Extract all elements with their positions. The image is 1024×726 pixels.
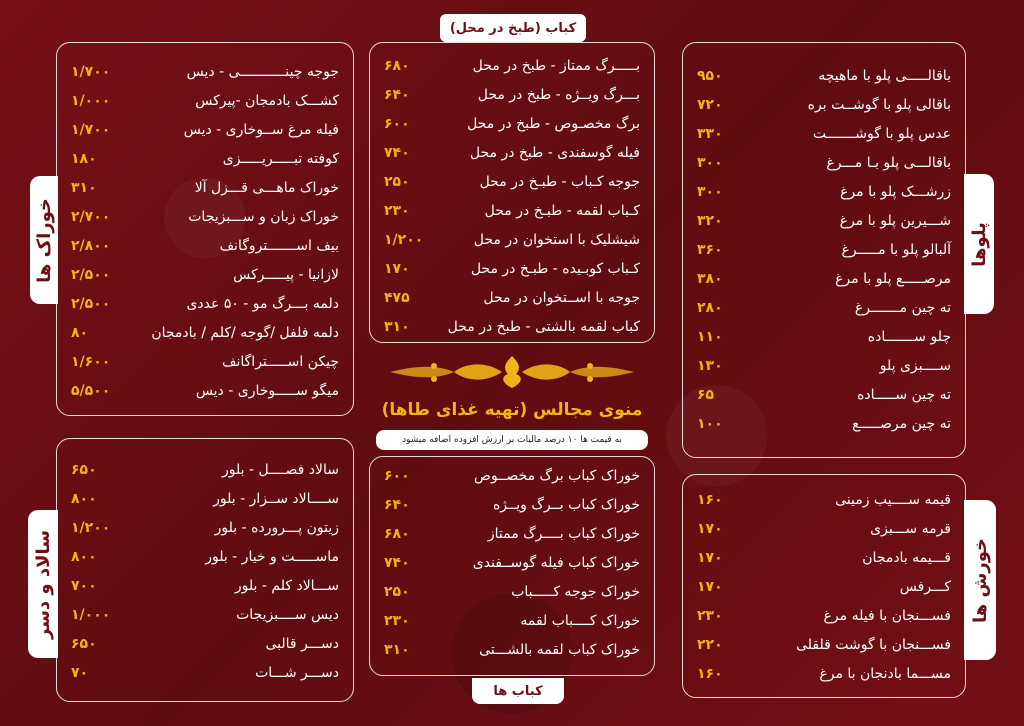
item-price: ۶۵ xyxy=(697,386,715,403)
menu-item xyxy=(57,658,353,687)
item-price: ۱۶۰ xyxy=(697,665,723,682)
item-price: ۱۷۰ xyxy=(697,549,723,566)
item-price: ۱۷۰ xyxy=(384,260,410,277)
item-price: ۲۵۰ xyxy=(384,173,410,190)
item-name: ته چین مـــــــرغ xyxy=(854,299,951,316)
item-name: ماســـــت و خیار - بلور xyxy=(205,548,339,565)
menu-item xyxy=(57,484,353,513)
item-price: ۲۳۰ xyxy=(697,607,723,624)
menu-item xyxy=(683,514,965,543)
menu-item xyxy=(683,380,965,409)
item-price: ۶۰۰ xyxy=(384,115,410,132)
item-name: قرمه ســـبزی xyxy=(870,520,951,537)
menu-item xyxy=(683,206,965,235)
menu-item xyxy=(370,312,654,341)
menu-item xyxy=(57,318,353,347)
menu-item xyxy=(57,86,353,115)
item-name: بـــرگ ویــژه - طبخ در محل xyxy=(477,86,640,103)
menu-item xyxy=(370,51,654,80)
item-name: دلمه فلفل /گوجه /کلم / بادمجان xyxy=(151,324,339,341)
item-price: ۱/۷۰۰ xyxy=(71,63,111,80)
menu-item xyxy=(370,548,654,577)
menu-item xyxy=(57,231,353,260)
item-name: مســـما بادنجان با مرغ xyxy=(819,665,951,682)
menu-item xyxy=(57,173,353,202)
item-price: ۱۱۰ xyxy=(697,328,723,345)
item-price: ۸۰۰ xyxy=(71,548,97,565)
item-price: ۳۰۰ xyxy=(697,154,723,171)
khoresh-panel xyxy=(682,474,966,698)
menu-item xyxy=(370,109,654,138)
item-name: خوراک کباب بــرگ ویــژه xyxy=(492,496,640,513)
majles-bottom-label: کباب ها xyxy=(472,678,564,704)
item-name: کوفته تبـــــریـــــزی xyxy=(222,150,339,167)
item-price: ۳۱۰ xyxy=(384,318,410,335)
menu-item xyxy=(370,577,654,606)
item-price: ۲۲۰ xyxy=(697,636,723,653)
item-name: باقالـــــی پلو با ماهیچه xyxy=(818,67,951,84)
item-name: مرصـــــع پلو با مرغ xyxy=(835,270,951,287)
menu-item xyxy=(57,144,353,173)
item-price: ۱۸۰ xyxy=(71,150,97,167)
menu-item xyxy=(57,347,353,376)
item-price: ۳۰۰ xyxy=(697,183,723,200)
item-name: باقالـــی پلو بـا مـــرغ xyxy=(826,154,951,171)
menu-item xyxy=(683,351,965,380)
item-price: ۶۴۰ xyxy=(384,496,410,513)
item-name: ســــبزی پلو xyxy=(879,357,951,374)
item-price: ۹۵۰ xyxy=(697,67,723,84)
item-price: ۴۷۵ xyxy=(384,289,410,306)
item-name: خوراک کباب برگ مخصــوص xyxy=(474,467,640,484)
menu-item xyxy=(57,260,353,289)
item-price: ۷۰۰ xyxy=(71,577,97,594)
item-name: ســــالاد ســزار - بلور xyxy=(213,490,339,507)
item-price: ۱/۰۰۰ xyxy=(71,92,111,109)
item-name: جوجه کـباب - طبـخ در محل xyxy=(479,173,640,190)
item-price: ۲/۵۰۰ xyxy=(71,295,111,312)
item-price: ۱/۲۰۰ xyxy=(384,231,424,248)
item-name: بیف اســـــــتروگانف xyxy=(219,237,339,254)
menu-item xyxy=(57,202,353,231)
menu-item xyxy=(683,630,965,659)
item-price: ۳۱۰ xyxy=(384,641,410,658)
kabab-mahal-panel xyxy=(369,42,655,343)
menu-item xyxy=(683,485,965,514)
item-price: ۲۵۰ xyxy=(384,583,410,600)
item-name: جوجه چینـــــــــــی - دیس xyxy=(186,63,339,80)
item-name: جوجه با اســتخوان در محل xyxy=(483,289,640,306)
menu-item xyxy=(57,629,353,658)
item-price: ۶۵۰ xyxy=(71,635,97,652)
menu-item xyxy=(57,57,353,86)
menu-item xyxy=(57,376,353,405)
item-name: فســـنجان با گوشت قلقلی xyxy=(796,636,951,653)
item-price: ۷۴۰ xyxy=(384,554,410,571)
item-price: ۶۸۰ xyxy=(384,525,410,542)
menu-item xyxy=(683,409,965,438)
khoresh-title: خورش ها xyxy=(969,537,991,623)
item-name: دلمه بـــرگ مو - ۵۰ عددی xyxy=(186,295,339,312)
item-name: خوراک جوجه کـــــباب xyxy=(511,583,640,600)
item-name: دیس ســــبزیجات xyxy=(236,606,339,623)
item-name: دســـر قالبی xyxy=(265,635,339,652)
item-price: ۷۲۰ xyxy=(697,96,723,113)
item-name: خوراک کباب فیله گوســفندی xyxy=(472,554,640,571)
item-name: باقالی پلو با گوشــت بره xyxy=(807,96,951,113)
item-price: ۶۵۰ xyxy=(71,461,97,478)
item-price: ۲/۷۰۰ xyxy=(71,208,111,225)
menu-item xyxy=(683,148,965,177)
item-name: زرشـــک پلو با مرغ xyxy=(840,183,951,200)
item-price: ۷۴۰ xyxy=(384,144,410,161)
item-price: ۳۲۰ xyxy=(697,212,723,229)
item-price: ۱/۰۰۰ xyxy=(71,606,111,623)
item-price: ۷۰ xyxy=(71,664,89,681)
polo-panel xyxy=(682,42,966,458)
item-name: ته چین مرصـــــع xyxy=(852,415,951,432)
salad-title: سالاد و دسر xyxy=(32,529,54,639)
item-name: آلبالو پلو با مـــــرغ xyxy=(841,241,951,258)
item-name: شیشلیک با استخوان در محل xyxy=(473,231,640,248)
item-name: کـباب لقمه - طبـخ در محل xyxy=(484,202,640,219)
item-name: قیمه ســــیب زمینی xyxy=(835,491,951,508)
polo-side-tab xyxy=(964,174,994,314)
menu-item xyxy=(683,659,965,688)
menu-item xyxy=(683,264,965,293)
item-name: دســـر شـــات xyxy=(255,664,339,681)
item-price: ۸۰۰ xyxy=(71,490,97,507)
menu-item xyxy=(57,115,353,144)
item-price: ۶۴۰ xyxy=(384,86,410,103)
menu-item xyxy=(370,461,654,490)
item-price: ۶۸۰ xyxy=(384,57,410,74)
menu-item xyxy=(683,572,965,601)
item-name: زیتون پـــرورده - بلور xyxy=(214,519,339,536)
menu-item xyxy=(57,542,353,571)
menu-item xyxy=(370,196,654,225)
ornament-divider xyxy=(384,354,640,390)
menu-item xyxy=(683,293,965,322)
item-name: خوراک زبان و ســـبزیجات xyxy=(188,208,339,225)
item-name: خوراک کــــباب لقمه xyxy=(520,612,640,629)
menu-item xyxy=(683,90,965,119)
item-price: ۲۸۰ xyxy=(697,299,723,316)
item-price: ۲/۸۰۰ xyxy=(71,237,111,254)
item-price: ۱۷۰ xyxy=(697,520,723,537)
item-price: ۲/۵۰۰ xyxy=(71,266,111,283)
item-name: فیله مرغ ســوخاری - دیس xyxy=(183,121,339,138)
item-name: خوراک کباب بــــرگ ممتاز xyxy=(487,525,640,542)
item-price: ۶۰۰ xyxy=(384,467,410,484)
menu-item xyxy=(370,283,654,312)
item-price: ۱۳۰ xyxy=(697,357,723,374)
item-name: چلو ســـــــاده xyxy=(867,328,951,345)
item-price: ۱۰۰ xyxy=(697,415,723,432)
menu-item xyxy=(57,513,353,542)
tax-note: به قیمت ها ۱۰ درصد مالیات بر ارزش افزوده اضافه میشود xyxy=(376,430,648,450)
item-name: کـــرفس xyxy=(899,578,951,595)
item-price: ۱/۷۰۰ xyxy=(71,121,111,138)
item-price: ۱/۶۰۰ xyxy=(71,353,111,370)
item-price: ۲۳۰ xyxy=(384,612,410,629)
menu-item xyxy=(683,322,965,351)
item-name: فیله گوسفندی - طبخ در محل xyxy=(469,144,640,161)
menu-item xyxy=(370,138,654,167)
item-price: ۱/۲۰۰ xyxy=(71,519,111,536)
item-price: ۳۸۰ xyxy=(697,270,723,287)
khorak-title: خوراک ها xyxy=(33,197,55,283)
menu-item xyxy=(57,571,353,600)
menu-item xyxy=(370,606,654,635)
item-price: ۲۳۰ xyxy=(384,202,410,219)
item-name: بـــــرگ ممتاز - طبخ در محل xyxy=(472,57,640,74)
item-price: ۱۶۰ xyxy=(697,491,723,508)
item-name: ته چین ســـــاده xyxy=(857,386,951,403)
item-name: سالاد فصــــل - بلور xyxy=(222,461,339,478)
menu-item xyxy=(370,635,654,664)
menu-item xyxy=(683,61,965,90)
item-name: فســـنجان با فیله مرغ xyxy=(823,607,951,624)
polo-title: پلوها xyxy=(968,221,990,267)
kabab-mahal-title: کباب (طبخ در محل) xyxy=(440,14,586,42)
menu-item xyxy=(57,455,353,484)
majles-panel xyxy=(369,456,655,676)
item-name: خوراک ماهـــی قـــزل آلا xyxy=(194,179,339,196)
salad-panel xyxy=(56,438,354,702)
menu-item xyxy=(683,543,965,572)
menu-item xyxy=(683,235,965,264)
menu-item xyxy=(57,289,353,318)
menu-item xyxy=(370,225,654,254)
item-price: ۳۱۰ xyxy=(71,179,97,196)
menu-item xyxy=(370,519,654,548)
item-price: ۸۰ xyxy=(71,324,89,341)
majles-title: منوی مجالس (تهیه غذای طاها) xyxy=(381,400,643,420)
item-price: ۱۷۰ xyxy=(697,578,723,595)
menu-item xyxy=(370,490,654,519)
menu-item xyxy=(683,119,965,148)
khorak-side-tab xyxy=(30,176,58,304)
item-name: کشـــک بادمجان -پیرکس xyxy=(195,92,339,109)
item-name: میگو ســـــوخاری - دیس xyxy=(195,382,339,399)
item-name: لازانیا - پیـــــرکس xyxy=(233,266,339,283)
menu-item xyxy=(683,177,965,206)
item-name: شـــیرین پلو با مرغ xyxy=(839,212,951,229)
menu-item xyxy=(370,167,654,196)
item-name: قـــیمه بادمجان xyxy=(862,549,951,566)
menu-item xyxy=(57,600,353,629)
item-price: ۵/۵۰۰ xyxy=(71,382,111,399)
item-price: ۳۳۰ xyxy=(697,125,723,142)
item-name: کـباب کوبـیده - طبـخ در محل xyxy=(470,260,640,277)
khoresh-side-tab xyxy=(964,500,996,660)
item-name: خوراک کباب لقمه بالشـــتی xyxy=(479,641,640,658)
item-name: برگ مخصـوص - طبخ در محل xyxy=(467,115,640,132)
item-price: ۳۶۰ xyxy=(697,241,723,258)
menu-item xyxy=(370,254,654,283)
item-name: چیکن اســـــتراگانف xyxy=(221,353,339,370)
item-name: عدس پلو با گوشـــــــت xyxy=(812,125,951,142)
item-name: کباب لقمه بالشتی - طبخ در محل xyxy=(447,318,640,335)
menu-item xyxy=(683,601,965,630)
item-name: ســـالاد کلم - بلور xyxy=(234,577,339,594)
menu-item xyxy=(370,80,654,109)
salad-side-tab xyxy=(28,510,58,658)
khorak-panel xyxy=(56,42,354,416)
